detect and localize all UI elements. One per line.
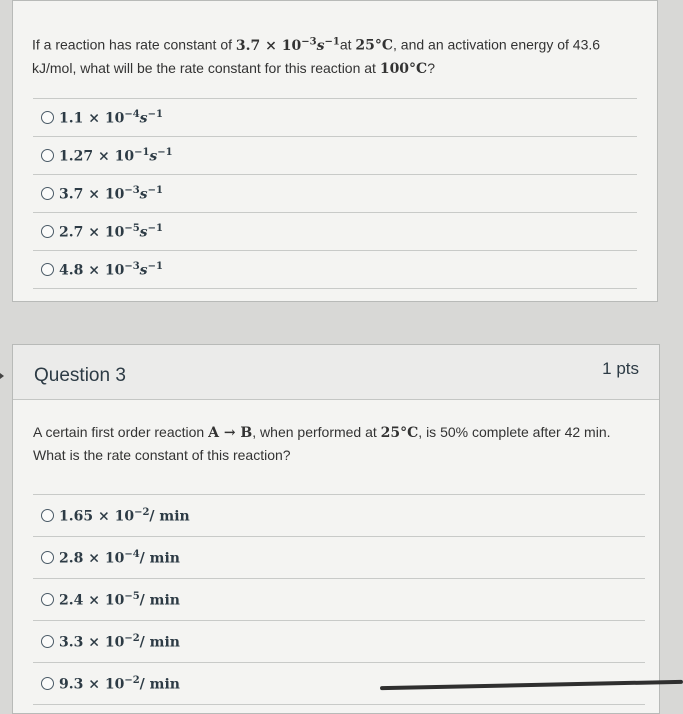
answer-option[interactable] xyxy=(33,136,637,174)
prompt-math-reaction: A → B xyxy=(208,425,253,441)
radio-button[interactable] xyxy=(41,635,54,648)
answer-label: $1.65 \times 10^{-2}/$ min xyxy=(59,506,190,525)
answer-label: $3.3 \times 10^{-2}/$ min xyxy=(59,632,180,651)
answer-option[interactable] xyxy=(33,620,645,662)
radio-button[interactable] xyxy=(41,551,54,564)
prompt-text: ? xyxy=(427,59,435,76)
answer-label: $2.7 \times 10^{-5}s^{-1}$ xyxy=(59,222,163,241)
prompt-math-temp2: 100°C xyxy=(379,60,428,77)
answer-list xyxy=(33,98,637,289)
answer-option[interactable] xyxy=(33,98,637,136)
answer-option[interactable] xyxy=(33,494,645,536)
prompt-math-temp: 25°C xyxy=(380,425,419,441)
radio-button[interactable] xyxy=(41,263,54,276)
question-flag-marker xyxy=(0,373,4,379)
question-header xyxy=(13,345,659,400)
answer-option[interactable] xyxy=(33,250,637,289)
question-points: 1 pts xyxy=(602,359,639,378)
question-card xyxy=(12,344,660,714)
radio-button[interactable] xyxy=(41,677,54,690)
answer-option[interactable] xyxy=(33,174,637,212)
prompt-text: , and an activation energy of 43.6 kJ/mol, what will be the rate constant for this reaction at xyxy=(32,36,601,76)
answer-label: $1.27 \times 10^{-1}s^{-1}$ xyxy=(59,146,173,165)
radio-button[interactable] xyxy=(41,111,54,124)
previous-question-card xyxy=(12,0,658,302)
prompt-text: If a reaction has rate constant of xyxy=(32,36,236,53)
answer-label: $9.3 \times 10^{-2}/$ min xyxy=(59,674,180,693)
prompt-text: at xyxy=(339,36,356,53)
answer-label: $4.8 \times 10^{-3}s^{-1}$ xyxy=(59,260,163,279)
answer-option[interactable] xyxy=(33,578,645,620)
radio-button[interactable] xyxy=(41,149,54,162)
radio-button[interactable] xyxy=(41,225,54,238)
answer-list xyxy=(33,494,645,705)
radio-button[interactable] xyxy=(41,593,54,606)
radio-button[interactable] xyxy=(41,187,54,200)
question-prompt xyxy=(33,421,633,466)
prompt-text: , when performed at xyxy=(252,424,381,440)
answer-option[interactable] xyxy=(33,212,637,250)
answer-label: $2.8 \times 10^{-4}/$ min xyxy=(59,548,180,567)
radio-button[interactable] xyxy=(41,509,54,522)
prompt-math-temp: 25°C xyxy=(355,37,394,54)
question-prompt xyxy=(32,31,632,80)
answer-label: $1.1 \times 10^{-4}s^{-1}$ xyxy=(59,108,163,127)
answer-label: $3.7 \times 10^{-3}s^{-1}$ xyxy=(59,184,163,203)
answer-option[interactable] xyxy=(33,536,645,578)
prompt-math-rate: $3.7 \times 10^{-3}s^{-1}$ xyxy=(235,36,340,54)
prompt-text: , is 50% complete after 42 min. What is the rate constant of this reaction? xyxy=(33,424,611,463)
question-title: Question 3 xyxy=(34,365,126,386)
prompt-text: A certain first order reaction xyxy=(33,424,209,440)
answer-label: $2.4 \times 10^{-5}/$ min xyxy=(59,590,180,609)
